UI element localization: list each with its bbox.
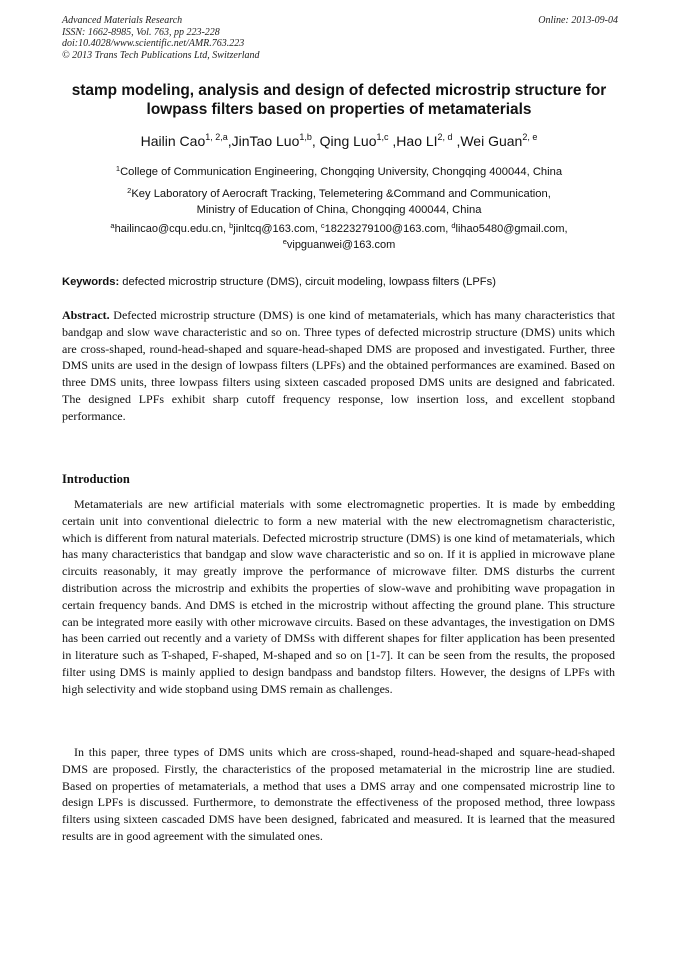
email-address[interactable]: vipguanwei@163.com	[286, 238, 396, 251]
affiliation-sup: 1	[115, 164, 121, 173]
author-sep: ,	[388, 133, 397, 149]
online-date: Online: 2013-09-04	[538, 15, 618, 26]
author-sup: 2, e	[522, 132, 538, 142]
keywords-text: defected microstrip structure (DMS), circuit modeling, lowpass filters (LPFs)	[119, 276, 496, 288]
email-sup: d	[451, 221, 456, 230]
author-sep: ,	[311, 133, 320, 149]
author-name: Hailin Cao	[140, 133, 206, 149]
author-sup: 1,b	[299, 132, 312, 142]
copyright-line: © 2013 Trans Tech Publications Ltd, Switzerland	[62, 49, 260, 61]
author-sup: 1,c	[376, 132, 389, 142]
abstract	[62, 307, 615, 425]
affiliation-text: College of Communication Engineering, Chongqing University, Chongqing 400044, China	[120, 166, 563, 178]
abstract-text: Defected microstrip structure (DMS) is one kind of metamaterials, which has many characteristics that bandgap and slow wave characteristic and so on. Three types of defected microstrip structure (DMS) units which are cross-shaped, round-head-shaped and square-head-shaped DMS are proposed and investigated. Further, three DMS units are used in the design of lowpass filters (LPFs) and the obtained performances are examined. Based on three DMS units, three lowpass filters using sixteen cascaded proposed DMS units are designed and fabricated. The designed LPFs exhibit sharp cutoff frequency response, low insertion loss, and excellent stopband performance.	[62, 308, 615, 423]
paper-title: stamp modeling, analysis and design of defected microstrip structure for lowpass filters based on properties of metamaterials	[71, 82, 607, 118]
author-sep: ,	[452, 133, 461, 149]
email-sup: e	[282, 236, 287, 246]
affiliation-sup: 2	[127, 186, 132, 195]
author-sup: 1, 2,a	[205, 132, 228, 142]
email-sup: a	[110, 221, 115, 230]
journal-header	[62, 15, 618, 61]
affiliation-text: Key Laboratory of Aerocraft Tracking, Telemetering &Command and Communication,	[131, 188, 551, 200]
email-address[interactable]: hailincao@cqu.edu.cn,	[114, 223, 230, 235]
email-sup: b	[229, 221, 234, 230]
intro-paragraph-1: Metamaterials are new artificial materials with some electromagnetic properties. It is made by embedding certain unit into conventional dielectric to form a new material with the new electromagnetism characteristic, which is different from natural materials. Defected microstrip structure (DMS) is one kind of metamaterials, which has many characteristics that bandgap and slow wave characteristic and so on. If it is applied in microwave plane circuits reasonably, it may greatly improve the performance of microwave filter. DMS disturbs the current distribution across the microstrip and exhibits the properties of slow-wave and prohibiting wave propagation in certain frequency bands. And DMS is etched in the microstrip without affecting the ground plane. This structure can be integrated more easily with other microwave circuits. Based on these advantages, the investigation on DMS has been carried out recently and a variety of DMSs with different shapes for filter application has been presented in literature such as T-shaped, F-shaped, M-shaped and so on [1-7]. It can be seen from the results, the proposed filter using DMS is mainly applied to design bandpass and bandstop filters. However, the designs of LPFs with high selectivity and wide stopband using DMS remain as challenges.	[62, 497, 615, 696]
author-list	[0, 132, 678, 150]
affiliation-text: Ministry of Education of China, Chongqing 400044, China	[196, 203, 482, 216]
abstract-label: Abstract.	[62, 308, 110, 322]
email-list	[40, 222, 638, 253]
keywords	[62, 275, 618, 290]
email-sup: c	[320, 221, 325, 230]
intro-paragraph-2: In this paper, three types of DMS units which are cross-shaped, round-head-shaped and square-head-shaped DMS are proposed. Firstly, the characteristics of the proposed metamaterial in the microstrip line are studied. Based on properties of metamaterials, a method that uses a DMS array and one compensated microstrip line to design LPFs is discussed. Furthermore, to demonstrate the effectiveness of the proposed method, three lowpass filters using sixteen cascaded DMS have been designed, fabricated and measured. It is learned that the measured results are in good agreement with the simulated ones.	[62, 745, 615, 843]
issn-line: ISSN: 1662-8985, Vol. 763, pp 223-228	[62, 26, 220, 38]
author-name: Wei Guan	[460, 133, 523, 149]
affiliation-2	[40, 187, 638, 218]
doi-line: doi:10.4028/www.scientific.net/AMR.763.223	[62, 38, 245, 49]
journal-name: Advanced Materials Research	[62, 15, 183, 26]
author-name: Hao LI	[396, 133, 438, 149]
author-sup: 2, d	[437, 132, 453, 142]
author-sep: ,	[227, 133, 232, 149]
email-address[interactable]: jinltcq@163.com,	[233, 223, 321, 235]
email-address[interactable]: 18223279100@163.com,	[324, 223, 452, 235]
keywords-label: Keywords:	[62, 276, 120, 288]
author-name: JinTao Luo	[231, 133, 300, 149]
section-heading-introduction: Introduction	[62, 472, 130, 486]
author-name: Qing Luo	[319, 133, 377, 149]
email-address[interactable]: lihao5480@gmail.com,	[455, 223, 568, 235]
affiliation-1	[40, 165, 638, 181]
